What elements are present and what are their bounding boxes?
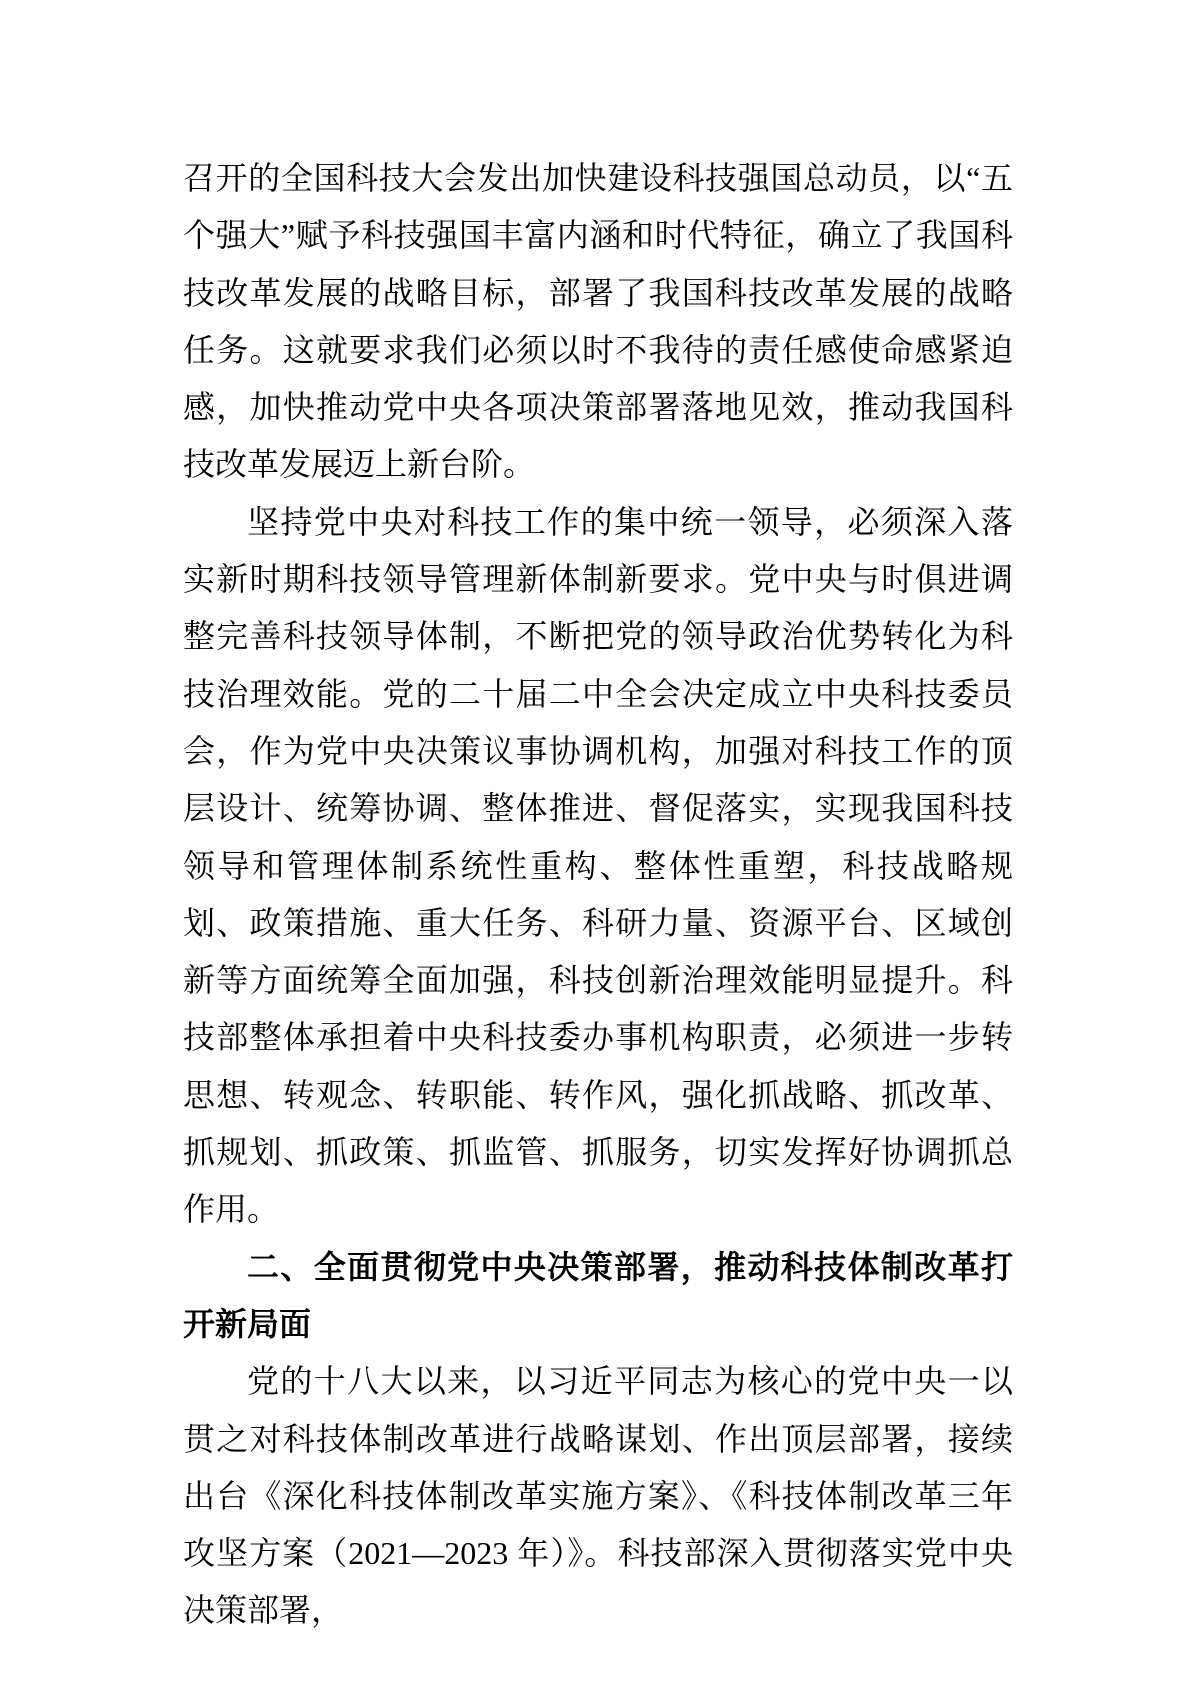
paragraph-body: 党的十八大以来，以习近平同志为核心的党中央一以贯之对科技体制改革进行战略谋划、作出顶层部署，接续出台《深化科技体制改革实施方案》、《科技体制改革三年攻坚方案（2021—2023 年）》。科技部深入贯彻落实党中央决策部署，: [183, 1363, 1013, 1629]
document-text-block: [183, 150, 1013, 1640]
section-heading: 二、全面贯彻党中央决策部署，推动科技体制改革打开新局面: [183, 1248, 1013, 1342]
paragraph-body: 坚持党中央对科技工作的集中统一领导，必须深入落实新时期科技领导管理新体制新要求。党中央与时俱进调整完善科技领导体制，不断把党的领导政治优势转化为科技治理效能。党的二十届二中全会决定成立中央科技委员会，作为党中央决策议事协调机构，加强对科技工作的顶层设计、统筹协调、整体推进、督促落实，实现我国科技领导和管理体制系统性重构、整体性重塑，科技战略规划、政策措施、重大任务、科研力量、资源平台、区域创新等方面统筹全面加强，科技创新治理效能明显提升。科技部整体承担着中央科技委办事机构职责，必须进一步转思想、转观念、转职能、转作风，强化抓战略、抓改革、抓规划、抓政策、抓监管、抓服务，切实发挥好协调抓总作用。: [183, 503, 1013, 1228]
paragraph-continuation: 召开的全国科技大会发出加快建设科技强国总动员，以“五个强大”赋予科技强国丰富内涵和时代特征，确立了我国科技改革发展的战略目标，部署了我国科技改革发展的战略任务。这就要求我们必须以时不我待的责任感使命感紧迫感，加快推动党中央各项决策部署落地见效，推动我国科技改革发展迈上新台阶。: [183, 160, 1013, 483]
